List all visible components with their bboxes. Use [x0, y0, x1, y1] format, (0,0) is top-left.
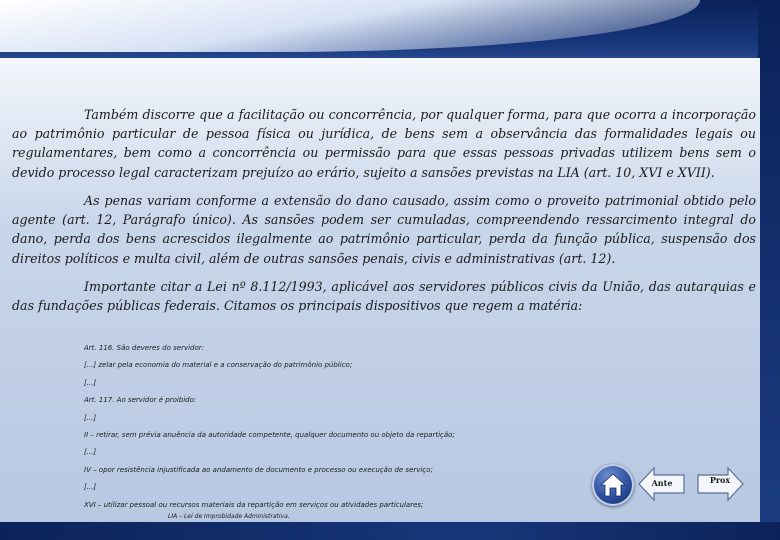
law-line: [...] — [84, 413, 97, 422]
paragraph-1 — [12, 105, 756, 182]
next-button[interactable] — [696, 466, 744, 502]
law-line: II – retirar, sem prévia anuência da autoridade competente, qualquer documento ou objeto da repartição; — [84, 431, 455, 440]
home-icon — [599, 471, 627, 499]
law-line: [...] — [84, 483, 97, 492]
footer-band — [0, 522, 780, 540]
next-label: Prox — [709, 475, 731, 485]
law-line: XVI – utilizar pessoal ou recursos materiais da repartição em serviços ou atividades particulares; — [84, 500, 424, 509]
header-highlight — [0, 0, 700, 52]
paragraph-1-text: Também discorre que a facilitação ou concorrência, por qualquer forma, para que ocorra a incorporação ao patrimônio particular de pessoa física ou jurídica, de bens sem a observância das formalidades legais ou regulamentares, bem como a concorrência ou permissão para que essas pessoas privadas utilizem bens sem o devido processo legal caracterizam prejuízo ao erário, sujeito a sansões previstas na LIA (art. 10, XVI e XVII). — [12, 107, 756, 180]
paragraph-2-text: As penas variam conforme a extensão do dano causado, assim como o proveito patrimonial obtido pelo agente (art. 12, Parágrafo único). As sansões podem ser cumuladas, compreendendo ressarcimento integral do dano, perda dos bens acrescidos ilegalmente ao patrimônio particular, perda da função pública, suspensão dos direitos políticos e multa civil, além de outras sansões penais, civis e administrativas (art. 12). — [12, 193, 756, 266]
law-line: [...] — [84, 378, 97, 387]
law-line: IV – opor resistência injustificada ao andamento de documento e processo ou execução de serviço; — [84, 465, 433, 474]
paragraph-3-text: Importante citar a Lei nº 8.112/1993, aplicável aos servidores públicos civis da União, das autarquias e das fundações públicas federais. Citamos os principais dispositivos que regem a matéria: — [12, 279, 756, 314]
prev-label: Ante — [651, 478, 673, 488]
home-button[interactable] — [592, 464, 634, 506]
law-line: [...] zelar pela economia do material e a conservação do patrimônio público; — [84, 361, 353, 370]
footnote: LIA – Lei de Improbidade Administrativa. — [168, 513, 290, 520]
law-line: [...] — [84, 448, 97, 457]
prev-button[interactable] — [638, 466, 686, 502]
law-line: Art. 116. São deveres do servidor: — [84, 344, 205, 352]
header-band — [0, 0, 780, 60]
paragraph-3 — [12, 277, 756, 315]
right-edge-band — [758, 0, 780, 540]
law-line: Art. 117. Ao servidor é proibido: — [84, 396, 197, 405]
paragraph-2 — [12, 191, 756, 268]
law-excerpt — [84, 340, 554, 514]
